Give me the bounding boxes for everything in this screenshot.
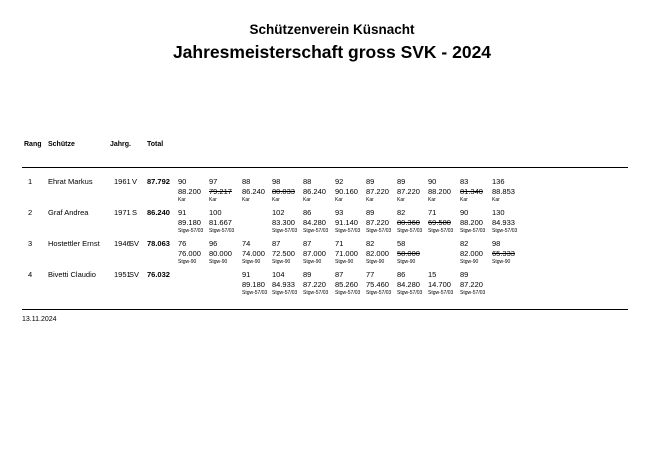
weapon-label: Kar <box>178 197 186 203</box>
event-score: 87 <box>335 270 344 279</box>
jahrgang-cell: 1971 <box>114 208 131 217</box>
event-average: 87.000 <box>303 249 326 258</box>
rang-cell: 3 <box>28 239 33 248</box>
column-header-jahrg: Jahrg. <box>110 141 132 148</box>
event-score: 100 <box>209 208 222 217</box>
event-score: 86 <box>397 270 406 279</box>
event-average: 85.260 <box>335 280 358 289</box>
weapon-label: Stgw-90 <box>366 259 385 265</box>
club-name: Schützenverein Küsnacht <box>249 22 415 37</box>
event-score: 93 <box>335 208 344 217</box>
event-average: 14.700 <box>428 280 451 289</box>
kategorie-cell: SV <box>129 239 140 248</box>
weapon-label: Kar <box>335 197 343 203</box>
event-average: 88.853 <box>492 187 515 196</box>
event-average: 91.140 <box>335 218 358 227</box>
jahrgang-cell: 1951 <box>114 270 131 279</box>
event-average: 87.220 <box>460 280 483 289</box>
event-average: 88.200 <box>460 218 483 227</box>
event-average: 87.220 <box>366 218 389 227</box>
event-score: 83 <box>460 177 469 186</box>
weapon-label: Stgw-90 <box>303 259 322 265</box>
event-average-struck: 80.033 <box>272 187 295 196</box>
event-average: 74.000 <box>242 249 265 258</box>
schuetze-name: Bivetti Claudio <box>48 270 96 279</box>
event-average: 81.667 <box>209 218 232 227</box>
weapon-label: Stgw-57/03 <box>428 290 454 296</box>
event-score: 89 <box>397 177 406 186</box>
weapon-label: Stgw-57/03 <box>366 290 392 296</box>
event-average-struck: 79.217 <box>209 187 232 196</box>
event-average: 83.300 <box>272 218 295 227</box>
event-score: 87 <box>303 239 312 248</box>
event-average: 76.000 <box>178 249 201 258</box>
event-score: 90 <box>178 177 187 186</box>
schuetze-name: Hostettler Ernst <box>48 239 100 248</box>
event-average-struck: 58.000 <box>397 249 420 258</box>
weapon-label: Stgw-57/03 <box>397 228 423 234</box>
event-score: 76 <box>178 239 187 248</box>
weapon-label: Stgw-57/03 <box>397 290 423 296</box>
table-bottom-divider <box>22 309 628 310</box>
event-average: 84.933 <box>272 280 295 289</box>
event-score: 89 <box>366 177 375 186</box>
event-score: 91 <box>178 208 187 217</box>
column-header-total: Total <box>147 141 164 148</box>
event-average: 86.240 <box>303 187 326 196</box>
event-score: 15 <box>428 270 437 279</box>
event-score: 77 <box>366 270 375 279</box>
column-header-schuetze: Schütze <box>48 141 75 148</box>
event-score: 98 <box>492 239 501 248</box>
event-score: 130 <box>492 208 505 217</box>
rang-cell: 2 <box>28 208 33 217</box>
header-divider <box>22 167 628 168</box>
weapon-label: Stgw-57/03 <box>272 290 298 296</box>
event-average: 88.200 <box>178 187 201 196</box>
event-score: 74 <box>242 239 251 248</box>
weapon-label: Kar <box>492 197 500 203</box>
weapon-label: Kar <box>460 197 468 203</box>
event-average: 82.000 <box>460 249 483 258</box>
event-score: 90 <box>460 208 469 217</box>
weapon-label: Stgw-57/03 <box>335 290 361 296</box>
event-score: 87 <box>272 239 281 248</box>
jahrgang-cell: 1946 <box>114 239 131 248</box>
event-score: 97 <box>209 177 218 186</box>
weapon-label: Stgw-57/03 <box>303 228 329 234</box>
kategorie-cell: SV <box>129 270 140 279</box>
weapon-label: Stgw-90 <box>492 259 511 265</box>
event-score: 96 <box>209 239 218 248</box>
weapon-label: Kar <box>209 197 217 203</box>
event-average: 87.220 <box>366 187 389 196</box>
jahrgang-cell: 1961 <box>114 177 131 186</box>
weapon-label: Kar <box>428 197 436 203</box>
page-title: Jahresmeisterschaft gross SVK - 2024 <box>172 42 492 62</box>
total-value: 78.063 <box>147 239 170 248</box>
weapon-label: Stgw-57/03 <box>242 290 268 296</box>
event-average: 84.280 <box>397 280 420 289</box>
event-average: 80.000 <box>209 249 232 258</box>
kategorie-cell: V <box>132 177 138 186</box>
event-average: 72.500 <box>272 249 295 258</box>
weapon-label: Kar <box>272 197 280 203</box>
event-score: 88 <box>242 177 251 186</box>
weapon-label: Kar <box>366 197 374 203</box>
rang-cell: 4 <box>28 270 33 279</box>
event-score: 102 <box>272 208 285 217</box>
event-average-struck: 69.580 <box>428 218 451 227</box>
weapon-label: Stgw-57/03 <box>428 228 454 234</box>
weapon-label: Stgw-57/03 <box>178 228 204 234</box>
event-score: 71 <box>335 239 344 248</box>
weapon-label: Stgw-90 <box>397 259 416 265</box>
weapon-label: Stgw-57/03 <box>492 228 518 234</box>
event-score: 98 <box>272 177 281 186</box>
event-score: 82 <box>397 208 406 217</box>
event-score: 89 <box>460 270 469 279</box>
event-score: 104 <box>272 270 285 279</box>
weapon-label: Kar <box>303 197 311 203</box>
weapon-label: Stgw-57/03 <box>366 228 392 234</box>
event-score: 82 <box>366 239 375 248</box>
event-average: 88.200 <box>428 187 451 196</box>
schuetze-name: Ehrat Markus <box>48 177 93 186</box>
event-average-struck: 65.333 <box>492 249 515 258</box>
event-average: 82.000 <box>366 249 389 258</box>
event-average: 75.460 <box>366 280 389 289</box>
event-score: 86 <box>303 208 312 217</box>
event-average: 89.180 <box>242 280 265 289</box>
weapon-label: Kar <box>242 197 250 203</box>
event-average: 89.180 <box>178 218 201 227</box>
weapon-label: Stgw-57/03 <box>335 228 361 234</box>
column-header-rang: Rang <box>24 141 42 148</box>
event-score: 89 <box>366 208 375 217</box>
rang-cell: 1 <box>28 177 33 186</box>
event-score: 58 <box>397 239 406 248</box>
event-average-struck: 81.340 <box>460 187 483 196</box>
schuetze-name: Graf Andrea <box>48 208 89 217</box>
weapon-label: Stgw-57/03 <box>460 290 486 296</box>
event-average: 87.220 <box>397 187 420 196</box>
weapon-label: Stgw-90 <box>335 259 354 265</box>
weapon-label: Stgw-90 <box>242 259 261 265</box>
event-average: 84.933 <box>492 218 515 227</box>
weapon-label: Stgw-57/03 <box>303 290 329 296</box>
event-average: 86.240 <box>242 187 265 196</box>
weapon-label: Stgw-90 <box>178 259 197 265</box>
event-score: 90 <box>428 177 437 186</box>
weapon-label: Stgw-57/03 <box>460 228 486 234</box>
weapon-label: Stgw-90 <box>209 259 228 265</box>
event-average: 84.280 <box>303 218 326 227</box>
event-score: 89 <box>303 270 312 279</box>
total-value: 86.240 <box>147 208 170 217</box>
weapon-label: Kar <box>397 197 405 203</box>
event-score: 82 <box>460 239 469 248</box>
total-value: 76.032 <box>147 270 170 279</box>
event-score: 92 <box>335 177 344 186</box>
event-average: 87.220 <box>303 280 326 289</box>
total-value: 87.792 <box>147 177 170 186</box>
event-average: 71.000 <box>335 249 358 258</box>
event-score: 88 <box>303 177 312 186</box>
event-score: 91 <box>242 270 251 279</box>
weapon-label: Stgw-90 <box>272 259 291 265</box>
weapon-label: Stgw-90 <box>460 259 479 265</box>
weapon-label: Stgw-57/03 <box>209 228 235 234</box>
kategorie-cell: S <box>132 208 138 217</box>
event-average: 90.160 <box>335 187 358 196</box>
event-average-struck: 80.360 <box>397 218 420 227</box>
event-score: 71 <box>428 208 437 217</box>
event-score: 136 <box>492 177 505 186</box>
print-date: 13.11.2024 <box>22 316 57 323</box>
weapon-label: Stgw-57/03 <box>272 228 298 234</box>
